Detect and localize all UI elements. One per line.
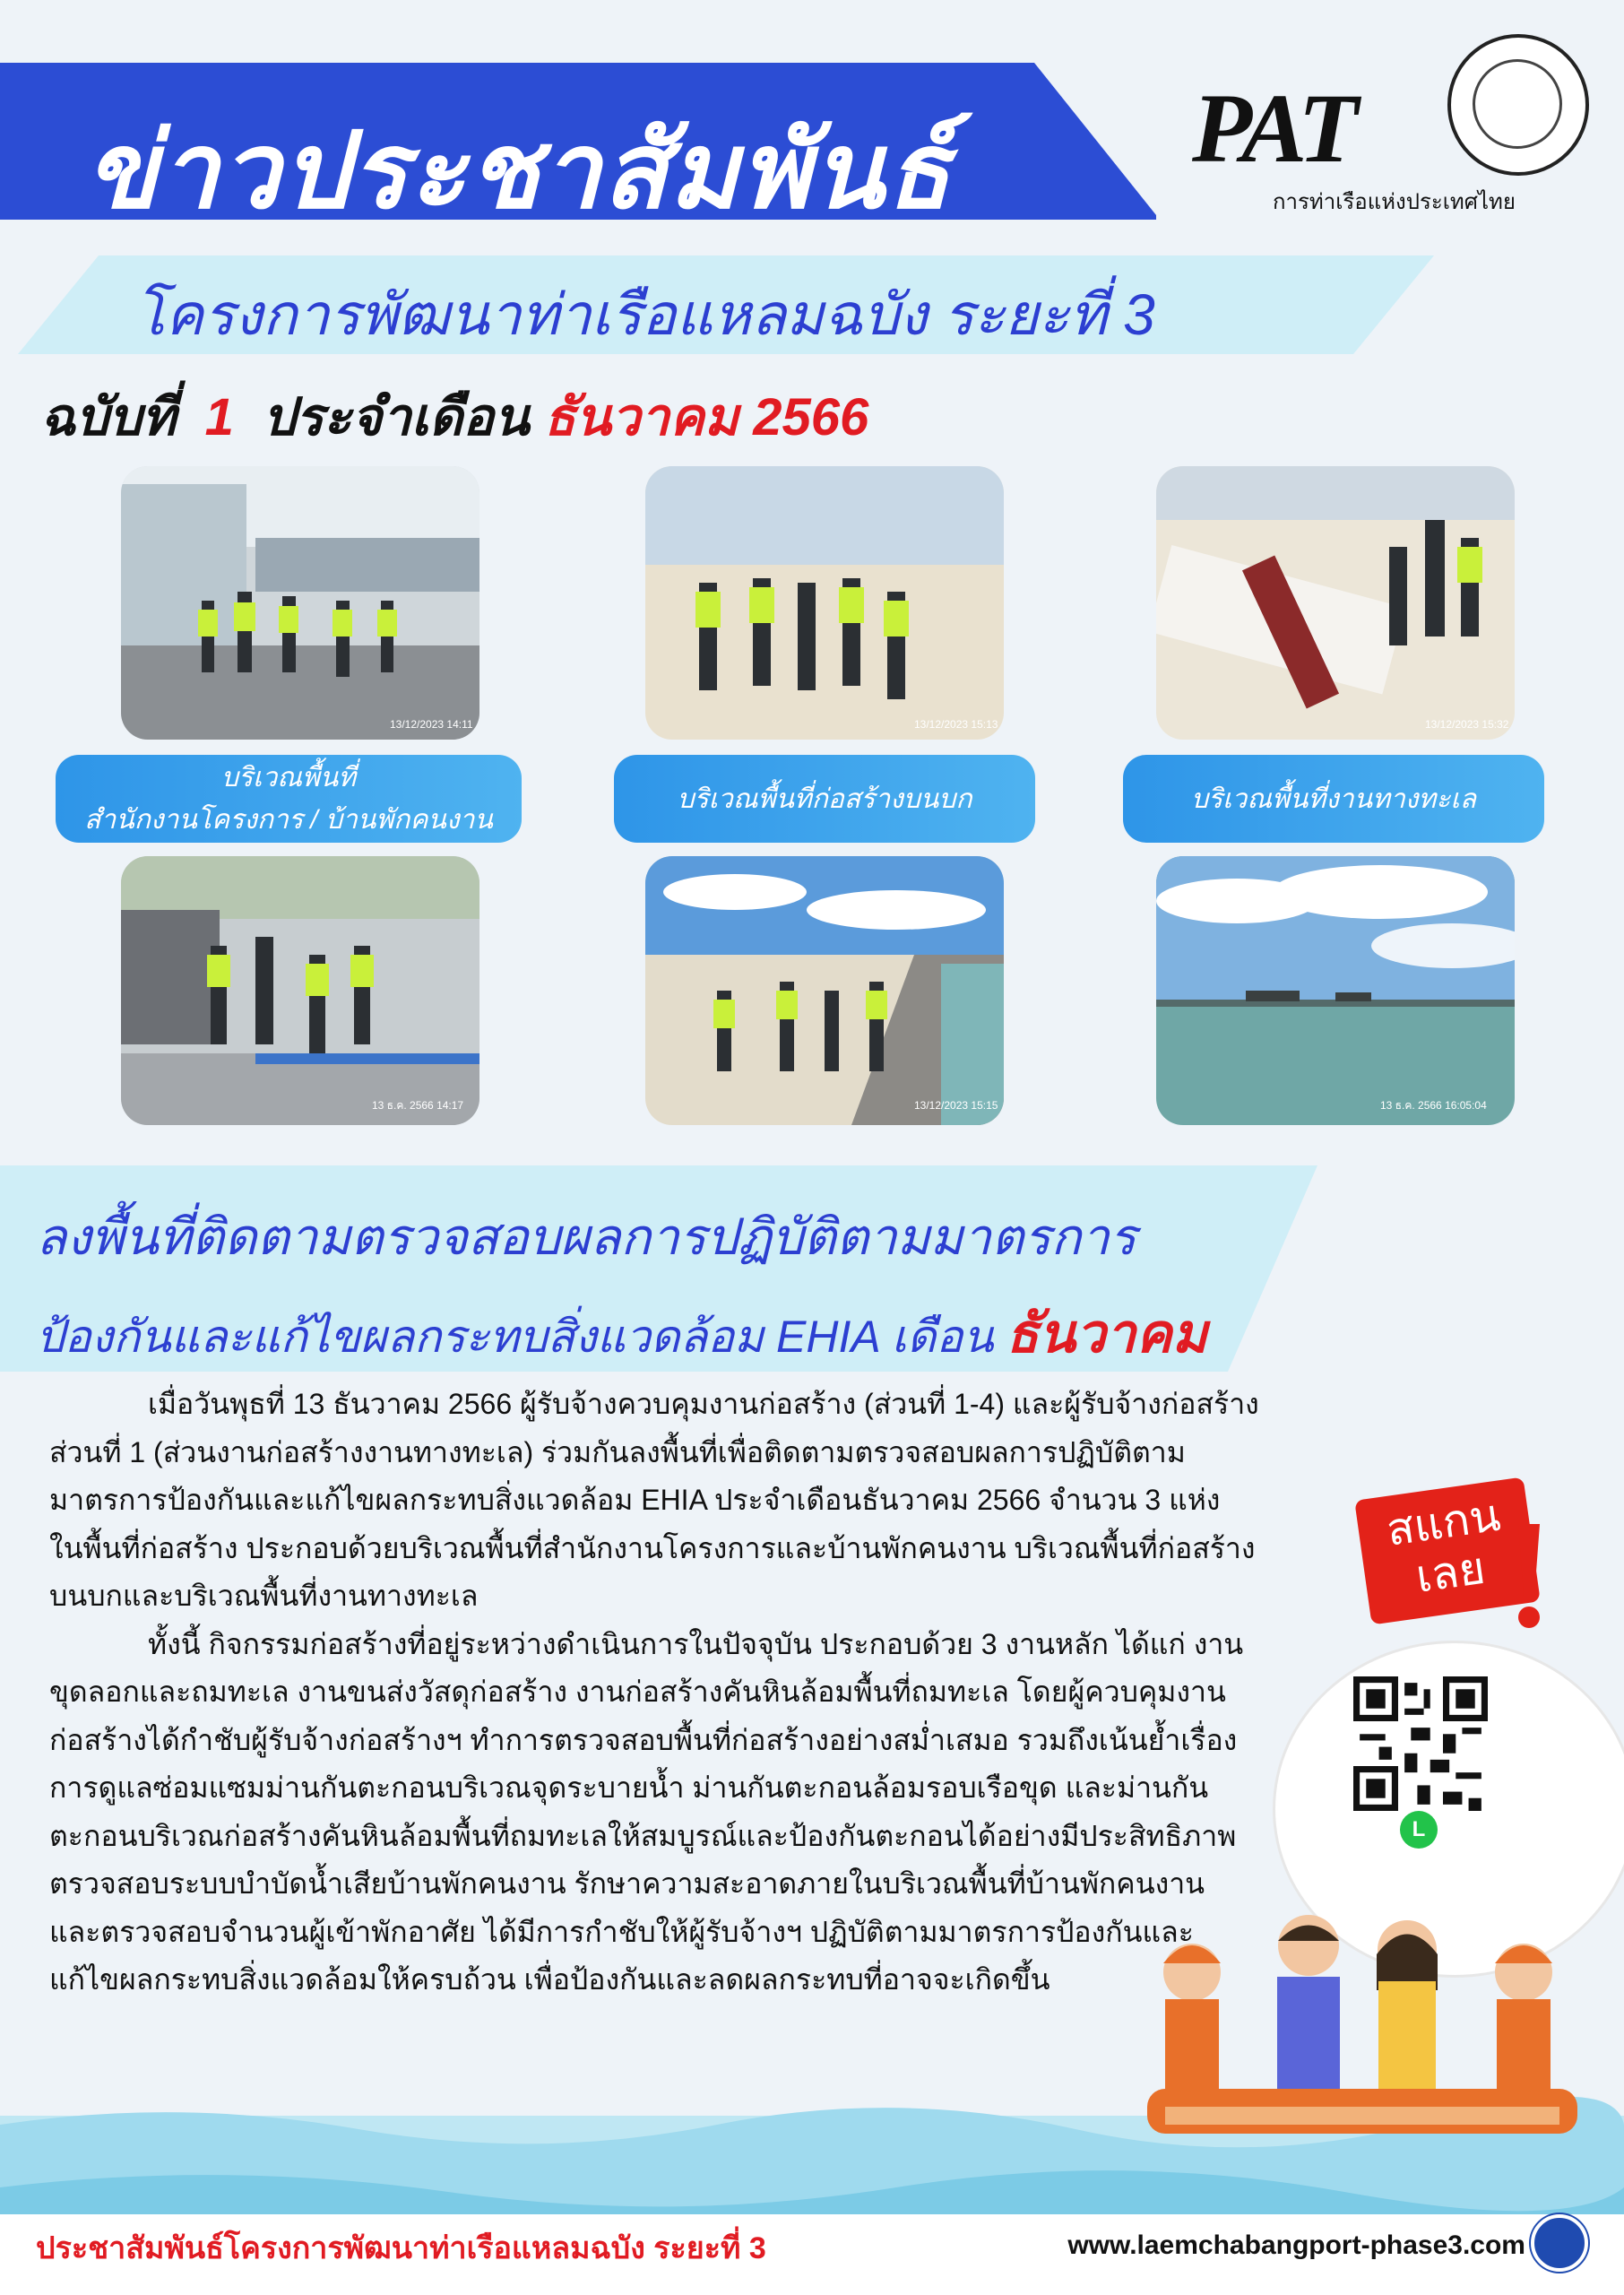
port-authority-seal-icon — [1447, 34, 1589, 176]
issue-label: ฉบับที่ — [40, 388, 177, 446]
headline-line2 — [36, 1291, 1207, 1376]
page-title: ข่าวประชาสัมพันธ์ — [85, 112, 953, 230]
caption-land-area — [614, 755, 1035, 843]
issue-line — [40, 375, 868, 458]
photo-sea-dredging — [1156, 856, 1515, 1125]
logo-org-name: การท่าเรือแห่งประเทศไทย — [1273, 190, 1516, 214]
qr-code-icon[interactable] — [1353, 1676, 1488, 1811]
photo-stamp: 13 ธ.ค. 2566 14:17 — [372, 1099, 464, 1112]
headline-month: ธันวาคม — [1006, 1303, 1208, 1364]
caption-land-text: บริเวณพื้นที่ก่อสร้างบนบก — [677, 784, 972, 814]
article-paragraph-1: เมื่อวันพุธที่ 13 ธันวาคม 2566 ผู้รับจ้างควบคุมงานก่อสร้าง (ส่วนที่ 1-4) และผู้รับจ้างก่อสร้างส่วนที่ 1 (ส่วนงานก่อสร้างงานทางทะเล) ร่วมกันลงพื้นที่เพื่อติดตามตรวจสอบผลการปฏิบัติตามมาตรการป้องกันและแก้ไขผลกระทบสิ่งแวดล้อม EHIA ประจำเดือนธันวาคม 2566 จำนวน 3 แห่ง ในพื้นที่ก่อสร้าง ประกอบด้วยบริเวณพื้นที่สำนักงานโครงการและบ้านพักคนงาน บริเวณพื้นที่ก่อสร้างบนบกและบริเวณพื้นที่งานทางทะเล — [49, 1388, 1259, 1612]
photo-stamp: 13/12/2023 15:32 — [1425, 718, 1509, 731]
photo-office-inspection — [121, 466, 479, 740]
footer-website-link[interactable]: www.laemchabangport-phase3.com — [1067, 2230, 1525, 2260]
pat-logo: PAT — [1192, 74, 1355, 183]
photo-stamp: 13/12/2023 15:15 — [914, 1099, 998, 1112]
photo-stamp: 13/12/2023 14:11 — [390, 718, 473, 731]
scan-line1: สแกน — [1383, 1489, 1504, 1555]
headline-line2-text: ป้องกันและแก้ไขผลกระทบสิ่งแวดล้อม EHIA เดือน — [36, 1312, 994, 1362]
globe-icon[interactable] — [1531, 2214, 1588, 2272]
caption-sea-area — [1123, 755, 1544, 843]
scan-line2: เลย — [1412, 1542, 1489, 1602]
page-subtitle: โครงการพัฒนาท่าเรือแหลมฉบัง ระยะที่ 3 — [134, 282, 1155, 347]
caption-office-area — [56, 755, 522, 843]
issue-month-label: ประจำเดือน — [263, 388, 530, 446]
article-paragraph-2: ทั้งนี้ กิจกรรมก่อสร้างที่อยู่ระหว่างดำเนินการในปัจจุบัน ประกอบด้วย 3 งานหลัก ได้แก่ งานขุดลอกและถมทะเล งานขนส่งวัสดุก่อสร้าง งานก่อสร้างคันหินล้อมพื้นที่ถมทะเล โดยผู้ควบคุมงานก่อสร้างได้กำชับผู้รับจ้างก่อสร้างฯ ทำการตรวจสอบพื้นที่ก่อสร้างอย่างสม่ำเสมอ รวมถึงเน้นย้ำเรื่องการดูแลซ่อมแซมม่านกันตะกอนบริเวณจุดระบายน้ำ ม่านกันตะกอนล้อมรอบเรือขุด และม่านกันตะกอนบริเวณก่อสร้างคันหินล้อมพื้นที่ถมทะเลให้สมบูรณ์และป้องกันตะกอนได้อย่างมีประสิทธิภาพ ตรวจสอบระบบบำบัดน้ำเสียบ้านพักคนงาน รักษาความสะอาดภายในบริเวณพื้นที่บ้านพักคนงาน และตรวจสอบจำนวนผู้เข้าพักอาศัย ได้มีการกำชับให้ผู้รับจ้างฯ ปฏิบัติตามมาตรการป้องกันและแก้ไขผลกระทบสิ่งแวดล้อมให้ครบถ้วน เพื่อป้องกันและลดผลกระทบที่อาจจะเกิดขึ้น — [49, 1627, 1244, 1996]
photo-land-construction — [645, 466, 1004, 740]
caption-sea-text: บริเวณพื้นที่งานทางทะเล — [1191, 784, 1476, 814]
line-app-icon: L — [1400, 1811, 1438, 1849]
photo-stamp: 13 ธ.ค. 2566 16:05:04 — [1380, 1099, 1487, 1112]
issue-month: ธันวาคม 2566 — [543, 388, 869, 446]
caption-office-line1: บริเวณพื้นที่ — [220, 763, 357, 792]
photo-stamp: 13/12/2023 15:13 — [914, 718, 998, 731]
issue-number: 1 — [204, 388, 234, 446]
headline-line1: ลงพื้นที่ติดตามตรวจสอบผลการปฏิบัติตามมาตรการ — [36, 1208, 1136, 1265]
caption-office-line2: สำนักงานโครงการ / บ้านพักคนงาน — [84, 805, 493, 835]
cheering-people-illustration — [1111, 1865, 1613, 2187]
footer-project-name: ประชาสัมพันธ์โครงการพัฒนาท่าเรือแหลมฉบัง ระยะที่ 3 — [36, 2231, 766, 2265]
photo-revetment — [645, 856, 1004, 1125]
photo-sea-work — [1156, 466, 1515, 740]
article-body — [49, 1381, 1259, 2005]
photo-worker-housing — [121, 856, 479, 1125]
exclamation-icon — [1513, 1524, 1545, 1632]
